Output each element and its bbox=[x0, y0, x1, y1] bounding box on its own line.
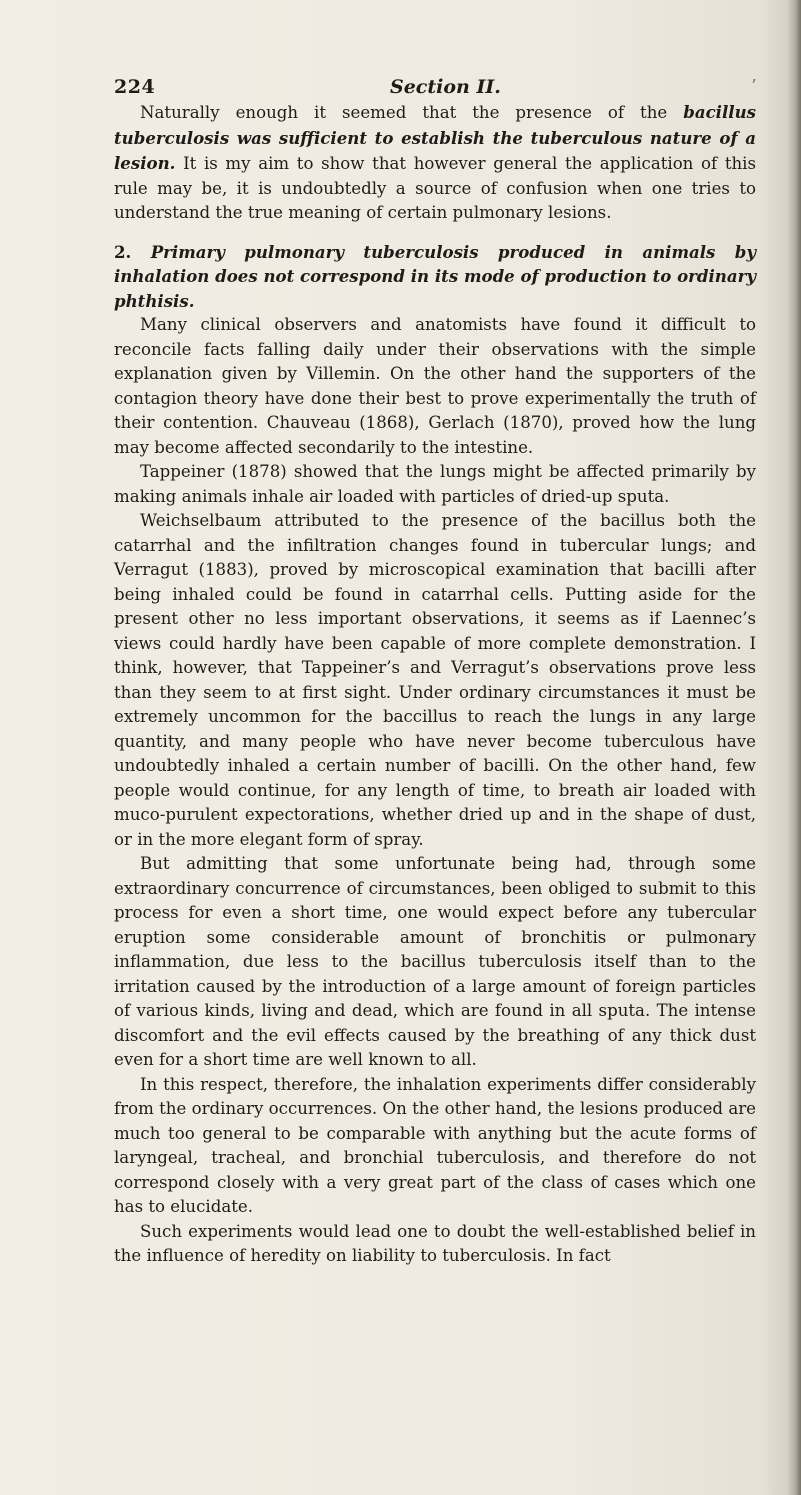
paragraph-1-end: It is my aim to show that however general the application of this rule may be, it is undoubtedly a source of confusion when one tries to understand the true meaning of certain pulmonary lesions. bbox=[114, 154, 756, 222]
paragraph-7: Such experiments would lead one to doubt the well-established belief in the influence of heredity on liability to tuberculosis. In fact bbox=[114, 1221, 756, 1265]
paragraph-5: But admitting that some unfortunate being had, through some extraordinary concurrence of circumstances, been obliged to submit to this process for even a short time, one would expect before any tubercular eruption some considerable amount of bronchitis or pulmonary inflammation, due less to the bacillus tuberculosis itself than to the irritation caused by the introduction of a large amount of foreign particles of various kinds, living and dead, which are found in all sputa. The intense discomfort and the evil effects caused by the breathing of any thick dust even for a short time are well known to all. bbox=[114, 854, 756, 1069]
paragraph-3: Tappeiner (1878) showed that the lungs might be affected primarily by making animals inhale air loaded with particles of dried-up sputa. bbox=[114, 462, 756, 506]
section-heading-number: 2. bbox=[114, 241, 132, 262]
page-number: 224 bbox=[114, 76, 156, 98]
paragraph-1 bbox=[114, 100, 756, 226]
page-header bbox=[114, 76, 756, 102]
section-heading bbox=[114, 240, 756, 314]
section-heading-text: Primary pulmonary tuberculosis produced in animals by inhalation does not correspond in its mode of production to ordinary phthisis. bbox=[114, 241, 756, 311]
paragraph-6: In this respect, therefore, the inhalation experiments differ considerably from the ordinary occurrences. On the other hand, the lesions produced are much too general to be comparable with anything but the acute forms of laryngeal, tracheal, and bronchial tuberculosis, and therefore do not correspond closely with a very great part of the class of cases which one has to elucidate. bbox=[114, 1074, 756, 1216]
paragraph-2: Many clinical observers and anatomists have found it difficult to reconcile facts falling daily under their observations with the simple explanation given by Villemin. On the other hand the supporters of the contagion theory have done their best to prove experimentally the truth of their contention. Chauveau (1868), Gerlach (1870), proved how the lung may become affected secondarily to the intestine. bbox=[114, 315, 756, 457]
paragraph-1-emphasis: bacillus tuberculosis was sufficient to establish the tuberculous nature of a lesion. bbox=[114, 102, 756, 173]
running-head: Section II. bbox=[390, 76, 501, 98]
body-text bbox=[114, 100, 756, 1269]
page-edge-shadow bbox=[787, 0, 801, 1495]
corner-mark: ʼ bbox=[750, 76, 756, 95]
paragraph-1-start: Naturally enough it seemed that the presence of the bbox=[140, 103, 684, 122]
paragraph-4: Weichselbaum attributed to the presence of the bacillus both the catarrhal and the infiltration changes found in tubercular lungs; and Verragut (1883), proved by microscopical examination that bacilli after being inhaled could be found in catarrhal cells. Putting aside for the present other no less important observations, it seems as if Laennec’s views could hardly have been capable of more complete demonstration. I think, however, that Tappeiner’s and Verragut’s observations prove less than they seem to at first sight. Under ordinary circumstances it must be extremely uncommon for the baccillus to reach the lungs in any large quantity, and many people who have never become tuberculous have undoubtedly inhaled a certain number of bacilli. On the other hand, few people would continue, for any length of time, to breath air loaded with muco-purulent expectorations, whether dried up and in the shape of dust, or in the more elegant form of spray. bbox=[114, 511, 756, 849]
